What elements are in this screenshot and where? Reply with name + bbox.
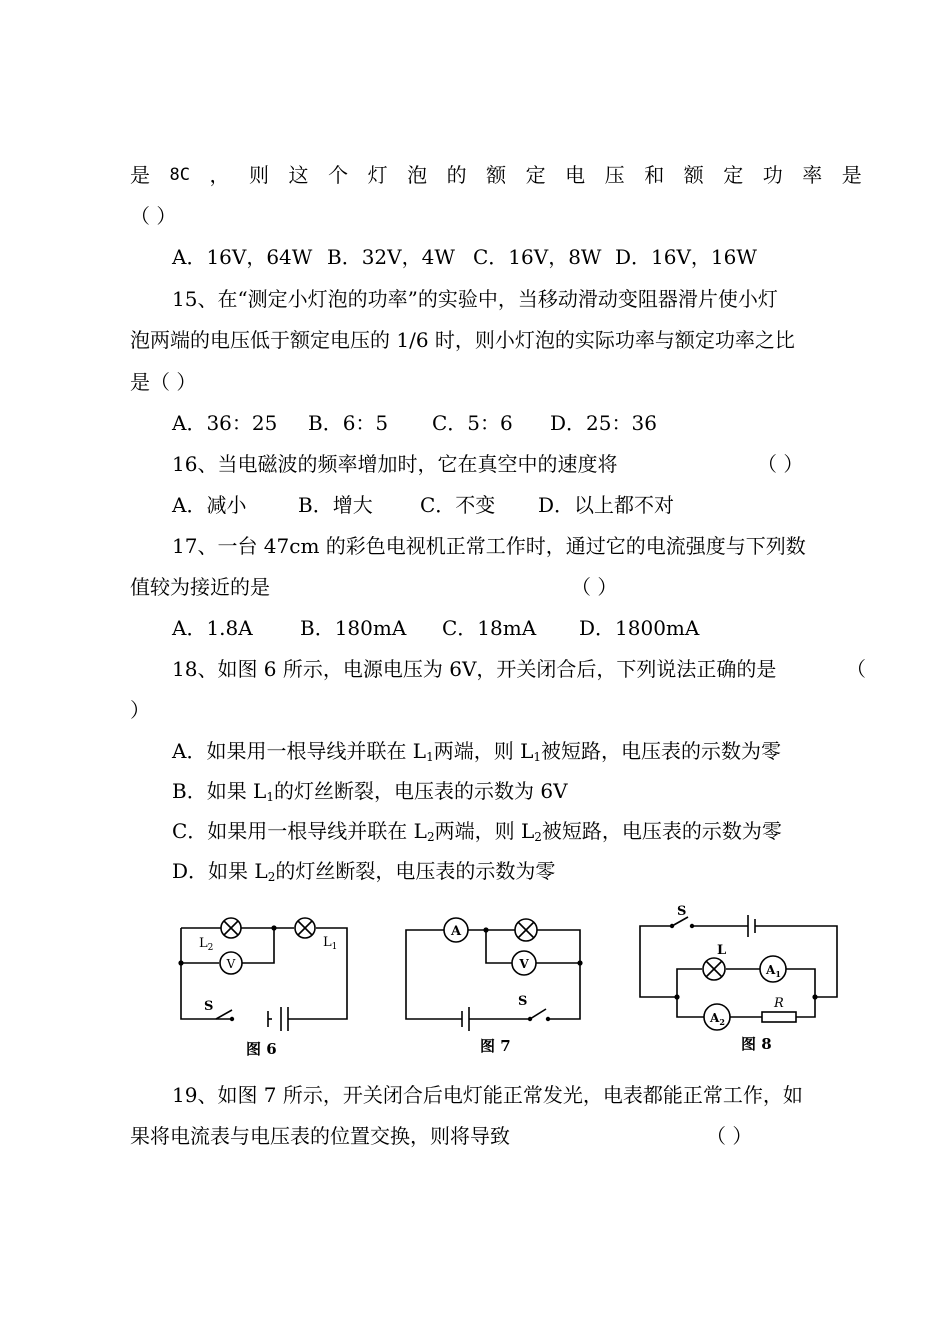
q14-char: 则 xyxy=(249,163,270,187)
q19-line1: 19、如图 7 所示，开关闭合后电灯能正常发光，电表都能正常工作，如 xyxy=(172,1083,803,1107)
q14-char: 功 xyxy=(762,163,783,187)
junction-dot xyxy=(230,1017,234,1021)
voltmeter-label: V xyxy=(226,957,236,971)
q14-char: 定 xyxy=(723,163,744,187)
lamp-icon xyxy=(515,919,537,941)
q15-line1: 15、在“测定小灯泡的功率”的实验中，当移动滑动变阻器滑片使小灯 xyxy=(172,287,778,311)
junction-dot xyxy=(812,994,817,999)
figure-7-circuit xyxy=(406,930,580,1031)
q18-option-a: A．如果用一根导线并联在 $L_1$两端，则 $L_1$被短路，电压表的示数为零 xyxy=(172,739,782,764)
q14-char: 的 xyxy=(446,163,467,187)
q17-line1: 17、一台 47cm 的彩色电视机正常工作时，通过它的电流强度与下列数 xyxy=(172,534,806,558)
junction-dot xyxy=(271,925,276,930)
q17-option-c: C．18mA xyxy=(442,616,537,640)
voltmeter-label: V xyxy=(519,957,529,971)
q14-char: 定 xyxy=(525,163,546,187)
q15-option-a: A．36：25 xyxy=(172,411,278,435)
junction-dot xyxy=(670,924,674,928)
q15-options xyxy=(172,410,657,436)
q16-stem: 16、当电磁波的频率增加时，它在真空中的速度将 xyxy=(172,452,618,476)
q16-paren: （ ） xyxy=(757,452,804,476)
q14-char: 这 xyxy=(288,163,309,187)
q16-options xyxy=(172,492,674,518)
q18-option-c: C．如果用一根导线并联在 $L_2$两端，则 $L_2$被短路，电压表的示数为零 xyxy=(172,819,782,844)
q19-paren: （ ） xyxy=(706,1124,753,1148)
q14-char: 率 xyxy=(802,163,823,187)
q14-char: 电 xyxy=(565,163,586,187)
label-l: L xyxy=(717,943,727,958)
ammeter-a2-icon xyxy=(704,1004,730,1030)
q16-option-d: D．以上都不对 xyxy=(538,493,675,517)
lamp-l1-icon xyxy=(295,918,315,938)
label-r: R xyxy=(774,996,784,1011)
junction-dot xyxy=(546,1017,550,1021)
q14-char: 个 xyxy=(328,163,349,187)
q17-option-a: A．1.8A xyxy=(172,616,253,640)
q17-options xyxy=(172,615,699,641)
q17-paren: （ ） xyxy=(571,575,618,599)
q18-stem: 18、如图 6 所示，电源电压为 6V，开关闭合后，下列说法正确的是 xyxy=(172,657,777,681)
ammeter-a2-label: $A_2$ xyxy=(710,1011,725,1027)
q15-option-d: D．25：36 xyxy=(550,411,657,435)
figure-8-caption: 图 8 xyxy=(741,1035,772,1053)
figure-6-circuit xyxy=(181,928,347,1031)
junction-dot xyxy=(483,927,488,932)
ammeter-a1-label: $A_1$ xyxy=(766,963,781,979)
q14-option-d: D．16V，16W xyxy=(615,245,757,269)
label-l2: $L_2$ xyxy=(199,936,214,953)
figure-8-circuit xyxy=(640,915,837,1022)
q16-option-c: C．不变 xyxy=(420,493,496,517)
q14-char: 是 xyxy=(130,163,150,187)
q17-line2: 值较为接近的是 xyxy=(130,575,270,599)
q15-line3: 是（ ） xyxy=(130,370,197,394)
q14-char: 压 xyxy=(604,163,625,187)
q15-option-c: C．5：6 xyxy=(432,411,513,435)
q16-option-a: A．减小 xyxy=(172,493,247,517)
junction-dot xyxy=(577,960,582,965)
q17-option-d: D．1800mA xyxy=(579,616,700,640)
ammeter-icon xyxy=(444,918,468,942)
label-s: S xyxy=(518,994,528,1009)
q14-char: ， xyxy=(209,163,230,187)
q14-option-c: C．16V，8W xyxy=(473,245,602,269)
q14-char: 是 xyxy=(841,163,862,187)
q14-char: 和 xyxy=(644,163,665,187)
ammeter-label: A xyxy=(450,924,462,939)
q14-option-b: B．32V，4W xyxy=(327,245,455,269)
q18-option-d: D．如果 $L_2$的灯丝断裂，电压表的示数为零 xyxy=(172,859,556,884)
lamp-l2-icon xyxy=(221,918,241,938)
junction-dot xyxy=(690,924,694,928)
figure-7-caption: 图 7 xyxy=(480,1037,511,1055)
q14-char: 泡 xyxy=(407,163,428,187)
q14-option-a: A．16V，64W xyxy=(172,245,313,269)
figure-6-caption: 图 6 xyxy=(246,1040,277,1058)
lamp-icon xyxy=(703,958,725,980)
voltmeter-icon xyxy=(512,951,536,975)
q18-paren-open: （ xyxy=(846,657,866,681)
q19-line2: 果将电流表与电压表的位置交换，则将导致 xyxy=(130,1124,510,1148)
junction-dot xyxy=(528,1017,532,1021)
junction-dot xyxy=(674,994,679,999)
q15-line2: 泡两端的电压低于额定电压的 1/6 时，则小灯泡的实际功率与额定功率之比 xyxy=(130,328,795,352)
q14-char: 灯 xyxy=(367,163,388,187)
q14-char: 额 xyxy=(683,163,704,187)
q14-options xyxy=(172,244,757,270)
q14-char: 额 xyxy=(486,163,507,187)
ammeter-a1-icon xyxy=(760,956,786,982)
q15-option-b: B．6：5 xyxy=(308,411,389,435)
junction-dot xyxy=(178,960,183,965)
q18-option-b: B．如果 $L_1$的灯丝断裂，电压表的示数为 6V xyxy=(172,779,568,804)
q17-option-b: B．180mA xyxy=(300,616,407,640)
q14-paren: （ ） xyxy=(130,204,177,228)
q16-option-b: B．增大 xyxy=(298,493,373,517)
label-s: S xyxy=(677,904,687,919)
q14-continuation xyxy=(130,162,862,188)
q18-paren-close: ） xyxy=(130,698,150,722)
label-s: S xyxy=(204,999,214,1014)
q14-char: 8C xyxy=(169,165,190,185)
voltmeter-icon xyxy=(220,952,242,974)
label-l1: $L_1$ xyxy=(323,935,338,952)
